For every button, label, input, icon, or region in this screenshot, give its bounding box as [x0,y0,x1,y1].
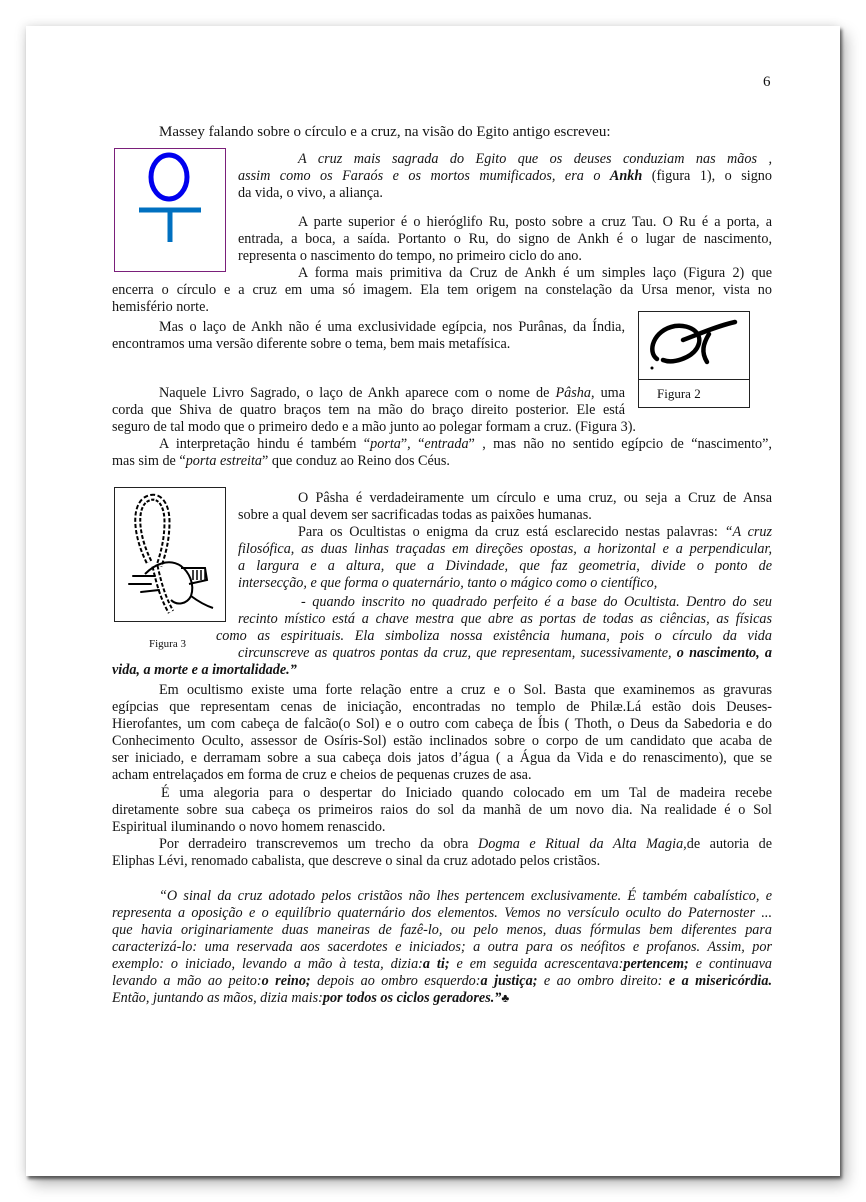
paragraph-3-line-3: hemisfério norte. [112,299,209,315]
paragraph-11-line-1 [159,836,772,852]
text-porta: porta [370,436,401,452]
figure-1-ankh [114,148,226,272]
paragraph-9-line-5: ser iniciado, e derramam sobre a sua cabeça dois jatos d’água ( a Água da Vida e do renascimento), que se [112,750,772,766]
text-plain: Para os Ocultistas o enigma da cruz está esclarecido nestas palavras: [298,524,725,540]
paragraph-6-line-1 [159,436,772,452]
text-plain: Naquele Livro Sagrado, o laço de Ankh aparece com o nome de [159,385,556,401]
text-plain: ”, “ [400,436,425,452]
text-bold-italic: pertencem; [623,956,689,972]
text-italic: “A cruz [724,524,773,540]
paragraph-1-line-2 [238,168,772,184]
paragraph-8-line-2: filosófica, as duas linhas traçadas em direções opostas, a horizontal e a perpendicular, [238,541,772,557]
quote-line-5 [112,956,772,972]
text-plain: ” que conduz ao Reino dos Céus. [262,453,450,469]
paragraph-8-line-3: a largura e a altura, que a Divindade, que faz geometria, divide o ponto de [238,558,772,574]
paragraph-8-line-4: intersecção, e que forma o quaternário, tanto o mágico como o científico, [238,575,658,591]
paragraph-7-line-1: O Pâsha é verdadeiramente um círculo e uma cruz, ou seja a Cruz de Ansa [298,490,772,506]
paragraph-8-line-7: como as espirituais. Ela simboliza nossa existência humana, pois o círculo da vida [216,628,772,644]
quote-line-3: que havia originariamente duas maneiras de fazê-lo, ou pelo menos, duas fórmulas bem diferentes para [112,922,772,938]
text-bold-italic: o reino; [261,973,311,989]
paragraph-8-line-1 [298,524,772,540]
paragraph-10-line-3: Espiritual iluminando o novo homem renascido. [112,819,386,835]
paragraph-3-line-2: encerra o círculo e a cruz em uma só imagem. Ela tem origem na constelação da Ursa menor, vista no [112,282,772,298]
paragraph-1-line-3: da vida, o vivo, a aliança. [238,185,383,201]
quote-line-4: caracterizá-lo: uma reservada aos sacerdotes e iniciados; a outra para os neófitos e profanos. Assim, por [112,939,772,955]
paragraph-8-line-8 [238,645,772,661]
paragraph-3-line-1: A forma mais primitiva da Cruz de Ankh é um simples laço (Figura 2) que [298,265,772,281]
text-plain: Por derradeiro transcrevemos um trecho da obra [159,836,479,852]
text-italic: assim como os Faraós e os mortos mumificados, era o [238,168,610,184]
text-italic: exemplo: o iniciado, levando a mão à testa, dizia: [112,956,423,972]
paragraph-2-line-1: A parte superior é o hieróglifo Ru, posto sobre a cruz Tau. O Ru é a porta, a [298,214,772,230]
club-suit-icon: ♣ [501,991,510,1005]
paragraph-7-line-2: sobre a qual devem ser sacrificadas todas as paixões humanas. [238,507,592,523]
text-bold-italic: por todos os ciclos geradores.” [322,990,502,1006]
text-plain: , uma [590,385,625,401]
quote-line-6 [112,973,772,989]
paragraph-5-line-3: seguro de tal modo que o primeiro dedo e a mão junto ao polegar formam a cruz. (Figura 3). [112,419,636,435]
text-bold-italic: a ti; [422,956,450,972]
paragraph-2-line-3: representa o nascimento do tempo, no primeiro ciclo do ano. [238,248,582,264]
paragraph-9-line-4: Conhecimento Oculto, assessor de Osíris-Sol) estão inclinados sobre o corpo de um candidato que acaba de [112,733,772,749]
quote-line-1: “O sinal da cruz adotado pelos cristãos não lhes pertencem exclusivamente. É também cabalístico, e [159,888,772,904]
figure-3-caption: Figura 3 [149,638,186,650]
text-bold-italic: a justiça; [480,973,538,989]
text-italic: circunscreve as quatros pontas da cruz, que representam, sucessivamente, [238,645,677,661]
figure-2-loop [638,311,750,408]
figure-2-caption-row [639,379,749,407]
intro-line: Massey falando sobre o círculo e a cruz, na visão do Egito antigo escreveu: [159,124,611,140]
paragraph-9-line-1: Em ocultismo existe uma forte relação entre a cruz e o Sol. Basta que examinemos as gravuras [159,682,772,698]
paragraph-10-line-1: É uma alegoria para o despertar do Iniciado quando colocado em um Tal de madeira recebe [161,785,772,801]
text-plain: (figura 1), o signo [642,168,772,184]
paragraph-5-line-1 [159,385,625,401]
paragraph-6-line-2 [112,453,450,469]
hand-rope-icon [115,488,225,621]
text-porta-estreita: porta estreita [185,453,263,469]
paragraph-9-line-2: egípcias que representam cenas de iniciação, encontradas no templo de Philæ.Lá estão dois Deuses- [112,699,772,715]
text-plain: mas sim de “ [112,453,186,469]
loop-icon [639,312,749,380]
paragraph-8-line-5: - quando inscrito no quadrado perfeito é a base do Ocultista. Dentro do seu [301,594,772,610]
text-bold-italic: e a misericórdia. [668,973,772,989]
text-italic: e em seguida acrescentava: [449,956,624,972]
paragraph-2-line-2: entrada, a boca, a saída. Portanto o Ru, do signo de Ankh é o lugar de nascimento, [238,231,772,247]
text-italic: levando a mão ao peito: [112,973,262,989]
paragraph-9-line-6: acham entrelaçados em forma de cruz e cheios de pequenas cruzes de asa. [112,767,532,783]
figure-2-caption: Figura 2 [657,386,701,401]
figure-3-hand-rope [114,487,226,622]
text-italic: depois ao ombro esquerdo: [310,973,481,989]
ankh-loop [151,155,187,199]
text-plain: ” , mas não no sentido egípcio de “nascimento”, [468,436,772,452]
text-plain: A interpretação hindu é também “ [159,436,371,452]
text-bold-italic: o nascimento, a [676,645,772,661]
paragraph-5-line-2: corda que Shiva de quatro braços tem na mão do braço direito posterior. Ele está [112,402,625,418]
text-italic: Então, juntando as mãos, dizia mais: [112,990,323,1006]
paragraph-9-line-3: Hierofantes, um com cabeça de falcão(o Sol) e o outro com cabeça de Íbis ( Thoth, o Deus da Sabedoria e do [112,716,772,732]
paragraph-4-line-2: encontramos uma versão diferente sobre o tema, bem mais metafísica. [112,336,511,352]
quote-line-7 [112,990,509,1006]
text-italic: e continuava [688,956,772,972]
paragraph-8-line-6: recinto místico está a chave mestra que abre as portas de todas as ciências, as físicas [238,611,772,627]
paragraph-11-line-2: Eliphas Lévi, renomado cabalista, que descreve o sinal da cruz adotado pelos cristãos. [112,853,601,869]
page-number: 6 [763,74,771,90]
paragraph-1-line-1: A cruz mais sagrada do Egito que os deuses conduziam nas mãos , [298,151,772,167]
text-italic: e ao ombro direito: [537,973,669,989]
ankh-icon [115,149,225,271]
quote-line-2: representa a oposição e o equilíbrio quaternário dos elementos. Vemos no versículo oculto do Paternoster ... [112,905,772,921]
text-pasha: Pâsha [555,385,591,401]
paragraph-4-line-1: Mas o laço de Ankh não é uma exclusividade egípcia, nos Purânas, da Índia, [159,319,625,335]
text-entrada: entrada [424,436,469,452]
text-ankh-bold: Ankh [609,168,643,184]
text-plain: de autoria de [686,836,773,852]
text-book-title: Dogma e Ritual da Alta Magia, [478,836,687,852]
paragraph-8-line-9: vida, a morte e a imortalidade.” [112,662,297,678]
paragraph-10-line-2: diretamente sobre sua cabeça os primeiros raios do sol da manhã de um novo dia. Na realidade é o Sol [112,802,772,818]
